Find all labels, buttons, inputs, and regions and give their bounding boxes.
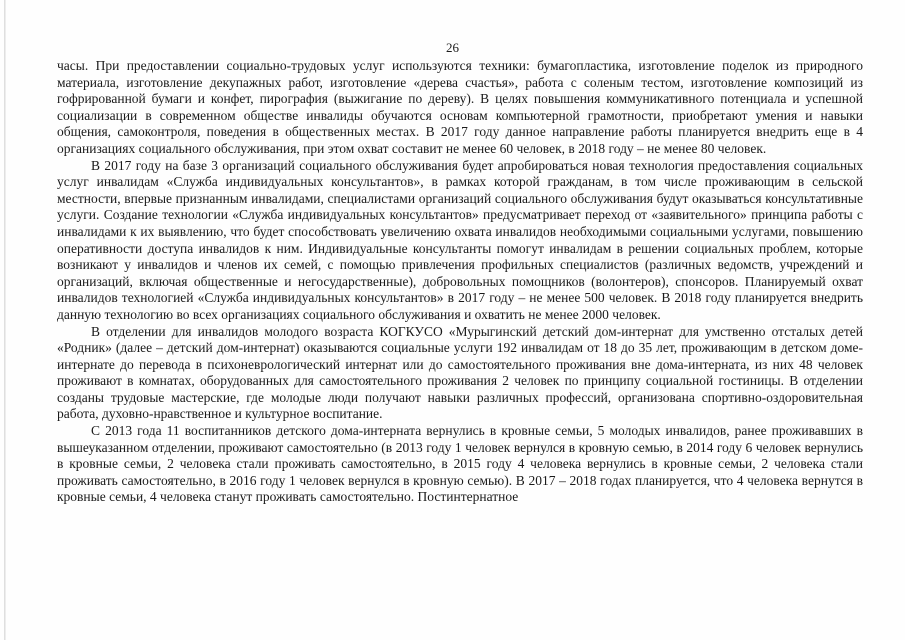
paragraph-young-disabled-department: В отделении для инвалидов молодого возраста КОГКУСО «Мурыгинский детский дом-интернат для умственно отсталых детей «Родник» (далее – детский дом-интернат) оказываются социальные услуги 192 инвалидам от 18 до 35 лет, проживающим в детском доме-интернате до перевода в психоневрологический интернат или до самостоятельного проживания вне дома-интерната, из них 48 человек проживают в комнатах, оборудованных для самостоятельного проживания 2 человек по принципу социальной гостиницы. В отделении созданы трудовые мастерские, где молодые люди получают навыки различных профессий, организована спортивно-оздоровительная работа, духовно-нравственное и культурное воспитание.: [57, 323, 863, 422]
scan-edge-shadow: [4, 0, 6, 640]
paragraph-individual-consultants: В 2017 году на базе 3 организаций социального обслуживания будет апробироваться новая технология предоставления социальных услуг инвалидам «Служба индивидуальных консультантов», в рамках которой гражданам, в том числе проживающим в сельской местности, впервые признанным инвалидами, специалистами организаций социального обслуживания будут оказываться консультативные услуги. Создание технологии «Служба индивидуальных консультантов» предусматривает переход от «заявительного» принципа работы с инвалидами к их выявлению, что будет способствовать увеличению охвата инвалидов необходимыми социальными услугами, повышению оперативности доступа инвалидов к ним. Индивидуальные консультанты помогут инвалидам в решении социальных проблем, которые возникают у инвалидов и членов их семей, с помощью привлечения профильных специалистов (различных ведомств, учреждений и организаций, включая общественные и негосударственные), добровольных помощников (волонтеров), спонсоров. Планируемый охват инвалидов технологией «Служба индивидуальных консультантов» в 2017 году – не менее 500 человек. В 2018 году планируется внедрить данную технологию во всех организациях социального обслуживания и охватить не менее 2000 человек.: [57, 157, 863, 322]
paragraph-social-labor-services: часы. При предоставлении социально-трудовых услуг используются техники: бумагопластика, изготовление поделок из природного материала, изготовление декупажных работ, изготовление «дерева счастья», работа с соленым тестом, изготовление композиций из гофрированной бумаги и конфет, пирография (выжигание по дереву). В целях повышения коммуникативного потенциала и успешной социализации в современном обществе инвалиды обучаются основам компьютерной грамотности, приобретают умения и навыки общения, самоконтроля, поведения в общественных местах. В 2017 году данное направление работы планируется внедрить еще в 4 организациях социального обслуживания, при этом охват составит не менее 60 человек, в 2018 году – не менее 80 человек.: [57, 58, 863, 156]
paragraph-returned-to-families: С 2013 года 11 воспитанников детского дома-интерната вернулись в кровные семьи, 5 молодых инвалидов, ранее проживавших в вышеуказанном отделении, проживают самостоятельно (в 2013 году 1 человек вернулся в кровную семью, в 2014 году 6 человек вернулись в кровные семьи, 2 человека стали проживать самостоятельно, в 2015 году 4 человека вернулись в кровные семьи, 2 человека стали проживать самостоятельно, в 2016 году 1 человек вернулся в кровную семью). В 2017 – 2018 годах планируется, что 4 человека вернутся в кровные семьи, 4 человека станут проживать самостоятельно. Постинтернатное: [57, 423, 863, 505]
document-body: [57, 58, 863, 506]
page-number: 26: [446, 40, 459, 55]
